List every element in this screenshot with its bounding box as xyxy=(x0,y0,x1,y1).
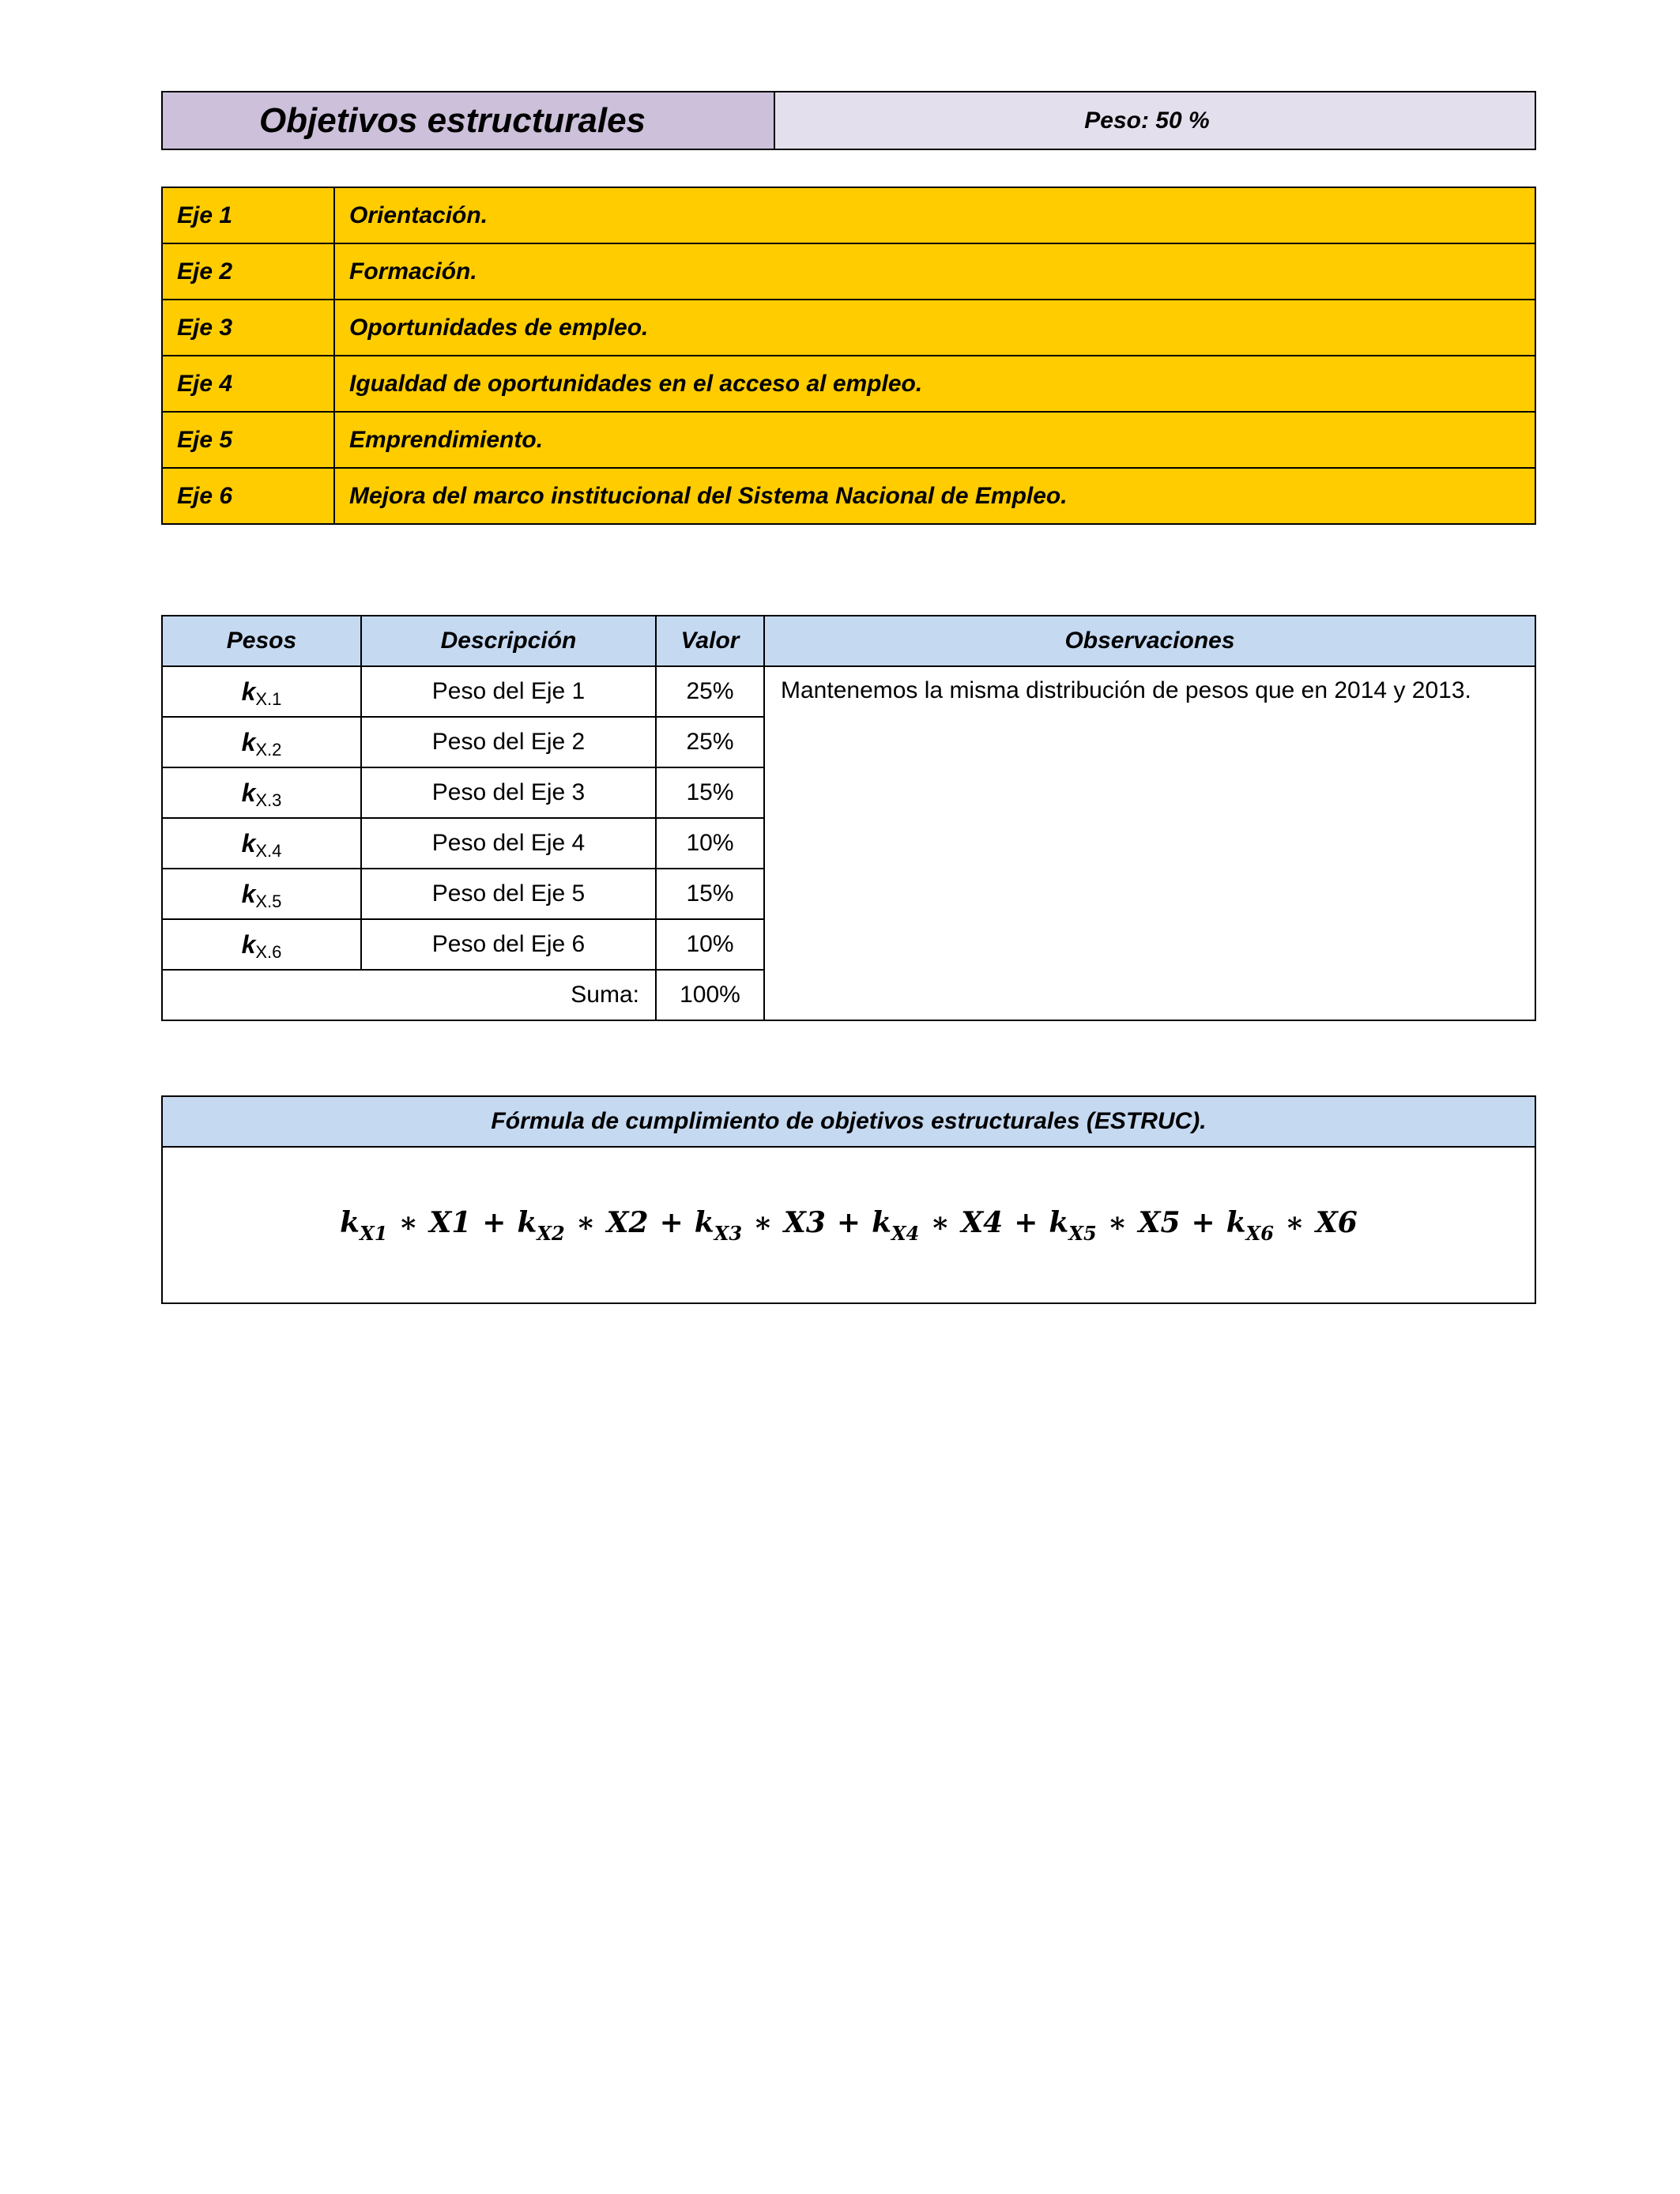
eje-row xyxy=(162,468,1535,524)
k-subscript: X.1 xyxy=(255,688,282,709)
formula-k-subscript: X4 xyxy=(891,1222,920,1245)
section-header xyxy=(161,91,1536,150)
eje-description: Emprendimiento. xyxy=(334,412,1535,468)
section-weight: Peso: 50 % xyxy=(775,92,1535,149)
formula-k: k xyxy=(1226,1206,1246,1239)
eje-label: Eje 6 xyxy=(162,468,334,524)
eje-description: Mejora del marco institucional del Sistema Nacional de Empleo. xyxy=(334,468,1535,524)
formula-k: k xyxy=(694,1206,714,1239)
formula-variable: X1 xyxy=(429,1206,472,1239)
eje-row xyxy=(162,243,1535,300)
pesos-table xyxy=(161,615,1536,1021)
k-letter: k xyxy=(241,677,256,706)
header-descripcion: Descripción xyxy=(361,616,656,666)
k-letter: k xyxy=(241,727,256,756)
formula-variable: X5 xyxy=(1138,1206,1181,1239)
formula-variable: X6 xyxy=(1315,1206,1358,1239)
multiply-operator: ∗ xyxy=(753,1206,773,1239)
pesos-header-row xyxy=(162,616,1535,666)
plus-operator: + xyxy=(1014,1206,1038,1239)
formula-term xyxy=(1049,1206,1181,1245)
eje-label: Eje 3 xyxy=(162,300,334,356)
formula-k-subscript: X1 xyxy=(360,1222,388,1245)
weight-description: Peso del Eje 2 xyxy=(361,717,656,767)
formula-title: Fórmula de cumplimiento de objetivos estructurales (ESTRUC). xyxy=(163,1097,1535,1148)
plus-operator: + xyxy=(659,1206,684,1239)
eje-row xyxy=(162,412,1535,468)
eje-description: Igualdad de oportunidades en el acceso al empleo. xyxy=(334,356,1535,412)
multiply-operator: ∗ xyxy=(1284,1206,1305,1239)
weight-value: 25% xyxy=(656,666,764,717)
eje-description: Oportunidades de empleo. xyxy=(334,300,1535,356)
eje-row xyxy=(162,356,1535,412)
weight-symbol xyxy=(162,717,361,767)
eje-label: Eje 4 xyxy=(162,356,334,412)
weight-value: 15% xyxy=(656,767,764,818)
plus-operator: + xyxy=(482,1206,507,1239)
formula-k-subscript: X5 xyxy=(1068,1222,1097,1245)
weight-value: 25% xyxy=(656,717,764,767)
header-observaciones: Observaciones xyxy=(764,616,1535,666)
k-subscript: X.6 xyxy=(255,941,282,962)
k-subscript: X.4 xyxy=(255,840,282,861)
eje-row xyxy=(162,187,1535,243)
k-letter: k xyxy=(241,828,256,858)
sum-value: 100% xyxy=(656,970,764,1020)
formula-term xyxy=(694,1206,826,1245)
plus-operator: + xyxy=(836,1206,861,1239)
table-row xyxy=(162,666,1535,717)
formula-k: k xyxy=(517,1206,537,1239)
formula-k-subscript: X6 xyxy=(1245,1222,1274,1245)
formula-term xyxy=(872,1206,1004,1245)
weight-description: Peso del Eje 6 xyxy=(361,919,656,970)
weight-description: Peso del Eje 1 xyxy=(361,666,656,717)
eje-description: Formación. xyxy=(334,243,1535,300)
section-title: Objetivos estructurales xyxy=(163,92,775,149)
weight-symbol xyxy=(162,666,361,717)
ejes-table xyxy=(161,187,1536,525)
eje-label: Eje 5 xyxy=(162,412,334,468)
multiply-operator: ∗ xyxy=(575,1206,596,1239)
weight-value: 10% xyxy=(656,818,764,869)
formula-expression xyxy=(163,1148,1535,1302)
sum-label: Suma: xyxy=(162,970,656,1020)
eje-row xyxy=(162,300,1535,356)
plus-operator: + xyxy=(1191,1206,1215,1239)
k-subscript: X.5 xyxy=(255,891,282,911)
formula-term xyxy=(517,1206,649,1245)
weight-symbol xyxy=(162,869,361,919)
weight-symbol xyxy=(162,767,361,818)
formula-box xyxy=(161,1095,1536,1304)
formula-variable: X3 xyxy=(783,1206,826,1239)
formula-k: k xyxy=(340,1206,360,1239)
formula-k: k xyxy=(872,1206,892,1239)
k-letter: k xyxy=(241,929,256,959)
eje-label: Eje 2 xyxy=(162,243,334,300)
k-letter: k xyxy=(241,778,256,807)
weight-value: 15% xyxy=(656,869,764,919)
formula-term xyxy=(1226,1206,1358,1245)
weight-symbol xyxy=(162,919,361,970)
formula-term xyxy=(340,1206,472,1245)
observaciones-cell: Mantenemos la misma distribución de pesos que en 2014 y 2013. xyxy=(764,666,1535,1020)
header-pesos: Pesos xyxy=(162,616,361,666)
formula-k: k xyxy=(1049,1206,1069,1239)
k-letter: k xyxy=(241,879,256,908)
weight-description: Peso del Eje 4 xyxy=(361,818,656,869)
weight-description: Peso del Eje 3 xyxy=(361,767,656,818)
eje-label: Eje 1 xyxy=(162,187,334,243)
weight-description: Peso del Eje 5 xyxy=(361,869,656,919)
k-subscript: X.3 xyxy=(255,790,282,810)
multiply-operator: ∗ xyxy=(398,1206,419,1239)
weight-symbol xyxy=(162,818,361,869)
weight-value: 10% xyxy=(656,919,764,970)
formula-variable: X4 xyxy=(961,1206,1004,1239)
multiply-operator: ∗ xyxy=(1107,1206,1128,1239)
formula-k-subscript: X3 xyxy=(714,1222,743,1245)
multiply-operator: ∗ xyxy=(930,1206,951,1239)
formula-k-subscript: X2 xyxy=(537,1222,565,1245)
eje-description: Orientación. xyxy=(334,187,1535,243)
header-valor: Valor xyxy=(656,616,764,666)
k-subscript: X.2 xyxy=(255,739,282,760)
formula-variable: X2 xyxy=(606,1206,649,1239)
